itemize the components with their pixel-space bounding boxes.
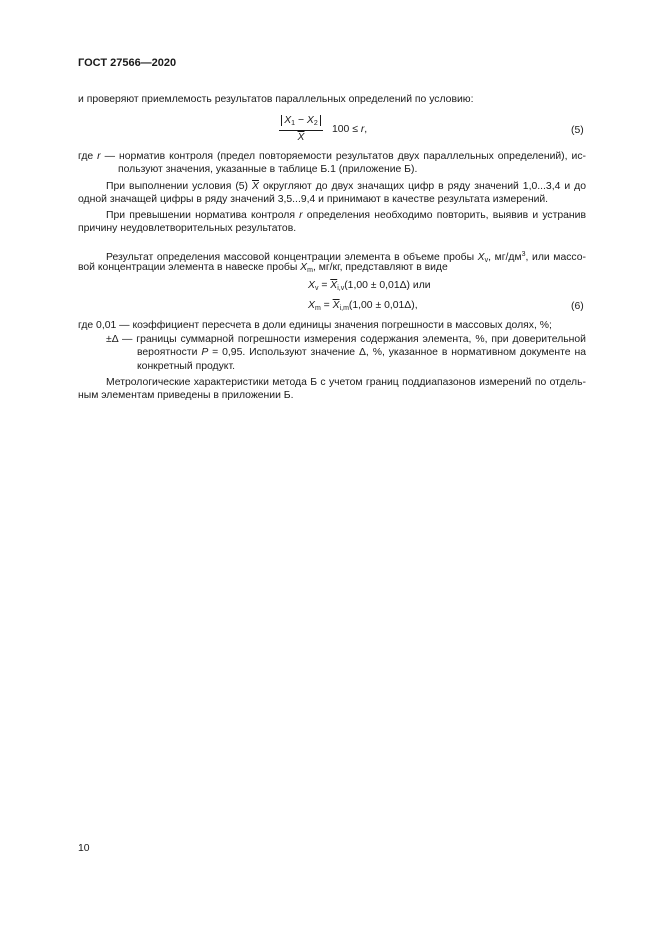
- formula-denominator: X: [297, 132, 305, 143]
- where-delta-line1: ±Δ — границы суммарной погрешности измерения содержания элемента, %, при доверительной: [106, 334, 586, 345]
- paragraph-rounding-line1: При выполнении условия (5) $\overline{X}$ округляют до двух значащих цифр в ряду значений 1,0...3,4 и до: [106, 181, 586, 192]
- equation-number-6: (6): [571, 301, 584, 312]
- paragraph-rounding-line2: одной значащей цифры в ряду значений 3,5...9,4 и принимают в качестве результата измерений.: [78, 194, 549, 205]
- where-delta-line3: конкретный продукт.: [137, 361, 235, 372]
- where-r-line2: пользуют значения, указанные в таблице Б.1 (приложение Б).: [118, 164, 418, 175]
- where-delta-line2: вероятности P = 0,95. Используют значение Δ, %, указанное в нормативном документе на: [137, 347, 586, 358]
- formula-6-line1: $X_v = \overline{X}_{i,v}(1,00 \pm 0,01\Delta)$ или: [308, 280, 431, 292]
- equation-number-5: (5): [571, 125, 584, 136]
- where-001: где 0,01 — коэффициент пересчета в доли единицы значения погрешности в массовых долях, %;: [78, 320, 552, 331]
- paragraph-exceed-line2: причину неудовлетворительных результатов.: [78, 223, 297, 234]
- document-header: ГОСТ 27566—2020: [78, 57, 177, 69]
- paragraph-metrology-line2: ным элементам приведены в приложении Б.: [78, 390, 294, 401]
- paragraph-result-line1: Результат определения массовой концентрации элемента в объеме пробы $X_v$, $мг/дм^3$, или массо-: [106, 251, 586, 264]
- paragraph-result-line2: вой концентрации элемента в навеске пробы $X_m$, мг/кг, представляют в виде: [78, 262, 448, 274]
- formula-6-line2: $X_m = \overline{X}_{i,m}(1,00 \pm 0,01\Delta)$,: [308, 300, 418, 312]
- paragraph-metrology-line1: Метрологические характеристики метода Б с учетом границ поддиапазонов измерений по отдель-: [106, 377, 586, 388]
- formula-5-rhs: 100 ≤ r,: [332, 124, 368, 135]
- paragraph-exceed-line1: При превышении норматива контроля r определения необходимо повторить, выявив и устранив: [106, 210, 586, 221]
- where-r-line1: где r — норматив контроля (предел повторяемости результатов двух параллельных определений), ис-: [78, 151, 586, 162]
- paragraph-intro: и проверяют приемлемость результатов параллельных определений по условию:: [78, 94, 474, 105]
- page-number: 10: [78, 843, 90, 854]
- formula-numerator: $X_1 - X_2$: [279, 114, 323, 131]
- formula-5: [270, 114, 332, 144]
